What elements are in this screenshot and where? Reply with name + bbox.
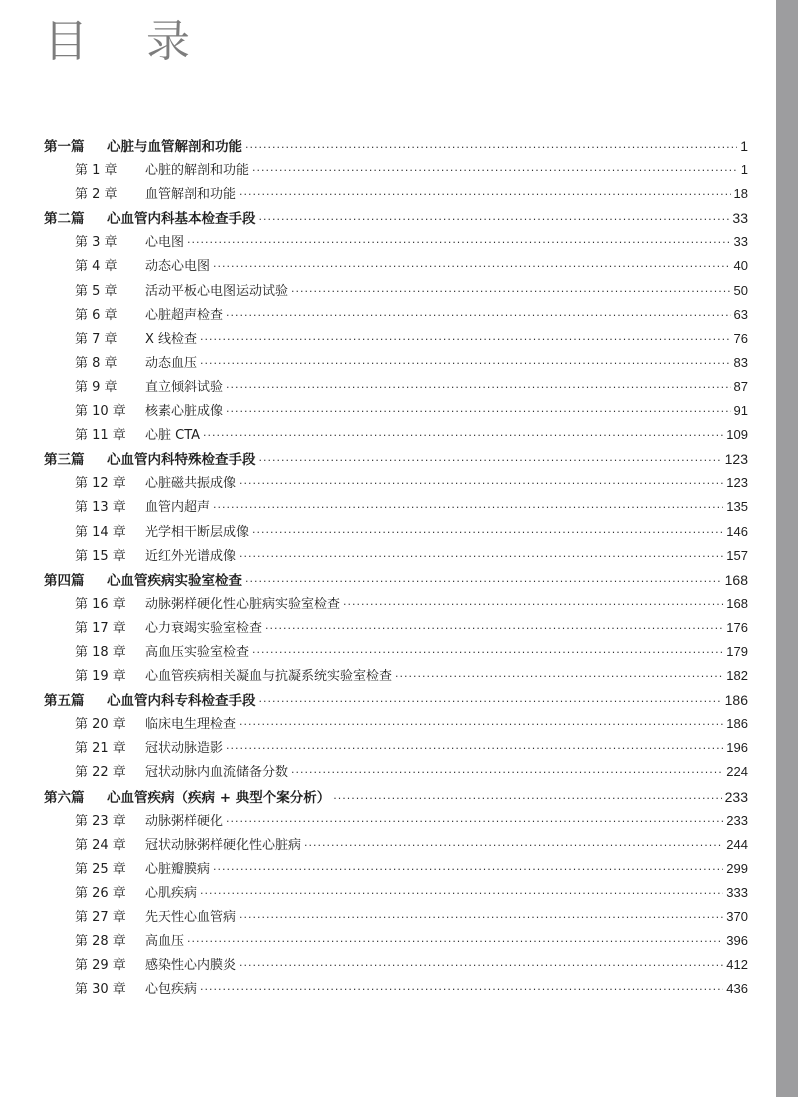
page-number: 168 [724, 571, 748, 588]
chapter-number: 第 10 章 [75, 404, 126, 420]
part-number: 第三篇 [44, 452, 85, 469]
page-number: 396 [726, 933, 748, 949]
dot-leader [200, 352, 731, 376]
chapter-title: 动态血压 [145, 355, 198, 371]
chapter-title: 心脏 CTA [145, 428, 201, 444]
dot-leader [395, 665, 723, 689]
toc-chapter-entry[interactable] [44, 254, 748, 278]
chapter-title: 心肌疾病 [145, 885, 198, 901]
dot-leader [203, 424, 723, 448]
toc-chapter-entry[interactable] [44, 881, 748, 905]
page-number: 40 [733, 258, 748, 274]
toc-part-entry[interactable] [44, 688, 748, 712]
page-number: 244 [726, 836, 748, 852]
chapter-title: 心脏磁共振成像 [145, 476, 237, 492]
chapter-title: 核素心脏成像 [145, 404, 224, 420]
page-number: 233 [726, 812, 748, 828]
toc-part-entry[interactable] [44, 134, 748, 158]
page-number: 168 [726, 595, 748, 611]
chapter-number: 第 15 章 [75, 548, 126, 564]
dot-leader [252, 521, 723, 545]
page-number: 186 [726, 716, 748, 732]
toc-chapter-entry[interactable] [44, 495, 748, 519]
page-number: 50 [733, 282, 748, 298]
dot-leader [226, 376, 731, 400]
toc-chapter-entry[interactable] [44, 592, 748, 616]
page-number: 123 [724, 451, 748, 468]
chapter-number: 第 27 章 [75, 910, 126, 925]
chapter-number: 第 29 章 [75, 958, 126, 974]
page-number: 135 [726, 499, 748, 515]
toc-chapter-entry[interactable] [44, 303, 748, 327]
chapter-number: 第 9 章 [75, 379, 118, 395]
part-title: 心血管内科专科检查手段 [107, 693, 256, 710]
chapter-number: 第 2 章 [75, 187, 118, 203]
chapter-number: 第 20 章 [75, 717, 126, 733]
toc-chapter-entry[interactable] [44, 953, 748, 977]
chapter-title: 直立倾斜试验 [145, 379, 224, 395]
toc-chapter-entry[interactable] [44, 375, 748, 399]
part-number: 第一篇 [44, 139, 85, 155]
dot-leader [291, 761, 723, 785]
part-number: 第五篇 [44, 693, 85, 710]
page-number: 176 [726, 619, 748, 635]
dot-leader [226, 400, 731, 424]
page-number: 299 [726, 860, 748, 876]
chapter-number: 第 17 章 [75, 620, 126, 636]
chapter-title: 冠状动脉粥样硬化性心脏病 [145, 837, 302, 853]
dot-leader [213, 858, 723, 882]
chapter-number: 第 28 章 [75, 934, 126, 950]
page-number: 224 [726, 764, 748, 780]
toc-chapter-entry[interactable] [44, 929, 748, 953]
dot-leader [239, 545, 723, 569]
chapter-title: 高血压实验室检查 [145, 644, 250, 660]
toc-part-entry[interactable] [44, 568, 748, 592]
page-number: 63 [733, 306, 748, 322]
chapter-title: 动脉粥样硬化性心脏病实验室检查 [145, 596, 341, 612]
chapter-number: 第 30 章 [75, 982, 126, 998]
chapter-title: 心脏超声检查 [145, 307, 224, 323]
part-title: 心血管疾病（疾病 + 典型个案分析） [107, 789, 331, 806]
page-number: 333 [726, 884, 748, 900]
dot-leader [200, 882, 723, 906]
dot-leader [245, 136, 737, 160]
dot-leader [187, 930, 723, 954]
chapter-number: 第 16 章 [75, 596, 126, 612]
chapter-title: 先天性心血管病 [145, 910, 237, 925]
toc-chapter-entry[interactable] [44, 833, 748, 857]
toc-chapter-entry[interactable] [44, 423, 748, 447]
table-of-contents [44, 134, 748, 1001]
page-number: 33 [733, 234, 748, 250]
chapter-title: 光学相干断层成像 [145, 524, 250, 540]
page-number: 83 [733, 354, 748, 370]
chapter-number: 第 7 章 [75, 331, 118, 347]
toc-chapter-entry[interactable] [44, 544, 748, 568]
page-number: 196 [726, 740, 748, 756]
dot-leader [200, 978, 723, 1002]
dot-leader [259, 690, 722, 714]
page-number: 109 [726, 427, 748, 443]
chapter-title: 冠状动脉内血流储备分数 [145, 765, 289, 781]
chapter-number: 第 1 章 [75, 163, 118, 179]
dot-leader [265, 617, 723, 641]
dot-leader [239, 906, 723, 930]
chapter-number: 第 13 章 [75, 500, 126, 516]
chapter-title: 临床电生理检查 [145, 717, 237, 733]
toc-chapter-entry[interactable] [44, 351, 748, 375]
dot-leader [239, 713, 723, 737]
chapter-number: 第 12 章 [75, 476, 126, 492]
page-number: 412 [726, 957, 748, 973]
toc-chapter-entry[interactable] [44, 230, 748, 254]
page-number: 179 [726, 643, 748, 659]
toc-chapter-entry[interactable] [44, 736, 748, 760]
page-number: 123 [726, 475, 748, 491]
page-number: 157 [726, 547, 748, 563]
chapter-title: 冠状动脉造影 [145, 741, 224, 757]
dot-leader [343, 593, 723, 617]
page-number: 370 [726, 909, 748, 924]
page-number: 233 [724, 788, 748, 805]
page-number: 182 [726, 668, 748, 684]
chapter-title: 心脏瓣膜病 [145, 861, 211, 877]
toc-part-entry[interactable] [44, 447, 748, 471]
part-title: 心血管疾病实验室检查 [107, 572, 242, 589]
chapter-title: 心电图 [145, 235, 185, 251]
chapter-title: 心血管疾病相关凝血与抗凝系统实验室检查 [145, 669, 393, 685]
toc-chapter-entry[interactable] [44, 977, 748, 1001]
toc-chapter-entry[interactable] [44, 760, 748, 784]
dot-leader [239, 954, 723, 978]
dot-leader [259, 208, 730, 232]
page-number: 186 [724, 692, 748, 709]
toc-chapter-entry[interactable] [44, 664, 748, 688]
toc-chapter-entry[interactable] [44, 640, 748, 664]
part-title: 心血管内科特殊检查手段 [107, 452, 256, 469]
chapter-number: 第 8 章 [75, 355, 118, 371]
page-title: 目 录 [44, 16, 212, 67]
dot-leader [213, 496, 723, 520]
toc-chapter-entry[interactable] [44, 279, 748, 303]
chapter-number: 第 21 章 [75, 741, 126, 757]
dot-leader [239, 183, 731, 207]
chapter-number: 第 14 章 [75, 524, 126, 540]
dot-leader [213, 255, 731, 279]
dot-leader [291, 280, 731, 304]
toc-chapter-entry[interactable] [44, 712, 748, 736]
dot-leader [200, 328, 730, 352]
toc-chapter-entry[interactable] [44, 471, 748, 495]
chapter-title: 血管内超声 [145, 500, 211, 516]
chapter-number: 第 22 章 [75, 765, 126, 781]
chapter-title: 感染性心内膜炎 [145, 958, 237, 974]
chapter-title: 动脉粥样硬化 [145, 813, 224, 829]
dot-leader [252, 641, 723, 665]
toc-chapter-entry[interactable] [44, 158, 748, 182]
page-number: 18 [733, 186, 748, 202]
page-number: 33 [732, 210, 748, 227]
chapter-title: 心力衰竭实验室检查 [145, 620, 263, 636]
part-title: 心血管内科基本检查手段 [107, 211, 256, 228]
toc-chapter-entry[interactable] [44, 327, 748, 351]
dot-leader [226, 304, 731, 328]
toc-chapter-entry[interactable] [44, 809, 748, 833]
toc-chapter-entry[interactable] [44, 857, 748, 881]
chapter-number: 第 23 章 [75, 813, 126, 829]
chapter-title: 动态心电图 [145, 259, 211, 275]
page-number: 1 [740, 162, 748, 178]
toc-part-entry[interactable] [44, 206, 748, 230]
chapter-number: 第 4 章 [75, 259, 118, 275]
chapter-number: 第 6 章 [75, 307, 118, 323]
chapter-title: 近红外光谱成像 [145, 548, 237, 564]
dot-leader [226, 810, 723, 834]
dot-leader [245, 570, 722, 594]
toc-chapter-entry[interactable] [44, 399, 748, 423]
toc-chapter-entry[interactable] [44, 905, 748, 929]
toc-part-entry[interactable] [44, 785, 748, 809]
chapter-title: X 线检查 [145, 331, 198, 347]
chapter-number: 第 11 章 [75, 428, 126, 444]
part-title: 心脏与血管解剖和功能 [107, 139, 242, 155]
chapter-number: 第 19 章 [75, 669, 126, 685]
chapter-number: 第 5 章 [75, 283, 118, 299]
page-edge-tab [776, 0, 798, 1097]
toc-chapter-entry[interactable] [44, 520, 748, 544]
chapter-number: 第 25 章 [75, 861, 126, 877]
page-number: 76 [733, 330, 748, 346]
dot-leader [304, 834, 723, 858]
chapter-number: 第 18 章 [75, 644, 126, 660]
part-number: 第四篇 [44, 572, 85, 589]
page-number: 1 [740, 138, 748, 154]
chapter-number: 第 3 章 [75, 235, 118, 251]
page-number: 91 [733, 403, 748, 419]
part-number: 第二篇 [44, 211, 85, 228]
dot-leader [259, 449, 722, 473]
chapter-title: 心脏的解剖和功能 [145, 163, 250, 179]
page-number: 146 [726, 523, 748, 539]
chapter-title: 血管解剖和功能 [145, 187, 237, 203]
dot-leader [252, 159, 738, 183]
toc-chapter-entry[interactable] [44, 616, 748, 640]
dot-leader [226, 737, 723, 761]
page-number: 87 [733, 378, 748, 394]
chapter-number: 第 24 章 [75, 837, 126, 853]
dot-leader [239, 472, 723, 496]
dot-leader [187, 231, 731, 255]
toc-chapter-entry[interactable] [44, 182, 748, 206]
chapter-title: 活动平板心电图运动试验 [145, 283, 289, 299]
part-number: 第六篇 [44, 789, 85, 806]
chapter-number: 第 26 章 [75, 885, 126, 901]
page-number: 436 [726, 981, 748, 997]
chapter-title: 高血压 [145, 934, 185, 950]
chapter-title: 心包疾病 [145, 982, 198, 998]
dot-leader [333, 787, 721, 811]
